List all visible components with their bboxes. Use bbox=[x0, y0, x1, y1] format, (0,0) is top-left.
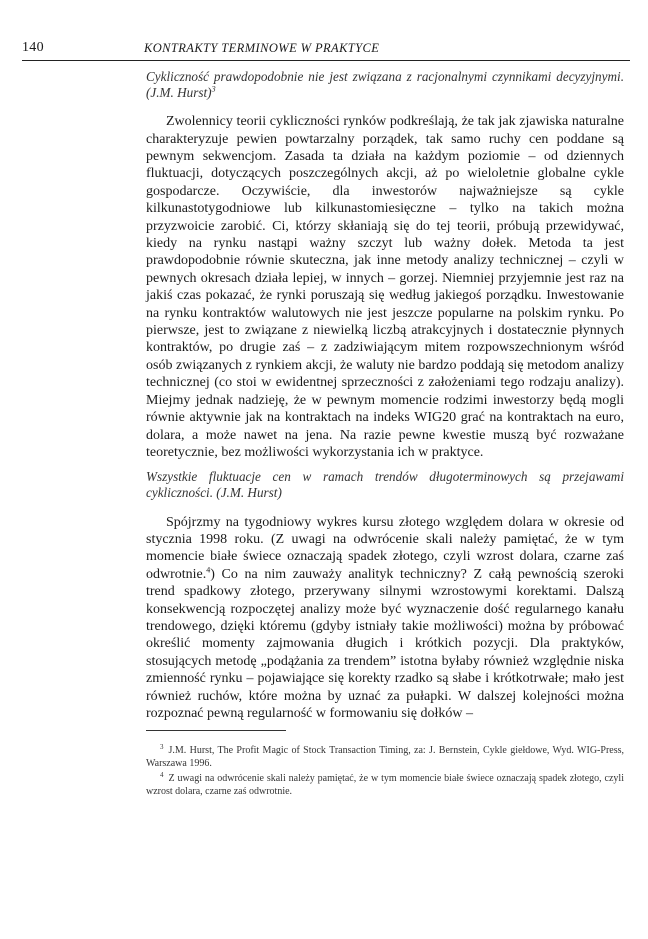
epigraph-quote-2: Wszystkie fluktuacje cen w ramach trendów długoterminowych są przejawami cykliczności. (J.M. Hurst) bbox=[146, 469, 624, 500]
page-number: 140 bbox=[22, 40, 44, 55]
running-header bbox=[22, 40, 630, 61]
paragraph-1: Zwolennicy teorii cykliczności rynków podkreślają, że tak jak zjawiska naturalne charakteryzuje pewien powtarzalny porządek, tak samo ruchy cen poddane są pewnym sekwencjom. Zasada ta działa na każdym poziomie – od dziennych fluktuacji, dotyczących poszczególnych akcji, aż po wieloletnie globalne cykle gospodarcze. Oczywiście, dla inwestorów najważniejsze są cykle kilkunastotygodniowe lub kilkunastomiesięczne – tylko na takich można przyzwoicie zarobić. Ci, którzy skłaniają się do tej teorii, próbują przewidywać, kiedy na rynku nastąpi ważny szczyt lub ważny dołek. Metoda ta jest prawdopodobnie równie skuteczna, jak inne metody analizy technicznej – czyli w pewnych okresach działa lepiej, w innych – gorzej. Niemniej przyjemnie jest raz na jakiś czas pokazać, że rynki poruszają się według jakiegoś porządku. Inwestowanie na rynku kontraktów walutowych nie jest jeszcze popularne na polskim rynku. Po pierwsze, jest to związane z niewielką liczbą atrakcyjnych i dostatecznie płynnych kontraktów, po drugie zaś – z zadziwiającym mitem rozpowszechnionym wśród osób związanych z rynkiem akcji, że waluty nie bardzo poddają się metodom analizy technicznej (co stoi w ewidentnej sprzeczności z założeniami tego rodzaju analizy). Miejmy jednak nadzieję, że w pewnym momencie rodzimi inwestorzy będą mogli równie aktywnie jak na kontraktach na indeks WIG20 grać na kontraktach na euro, dolara, a może nawet na jena. Na razie pewne kwestie muszą być rozważane teoretycznie, bez możliwości wykorzystania ich w praktyce. bbox=[146, 114, 624, 460]
footnote-ref-4: 4 bbox=[206, 565, 211, 575]
footnote-separator bbox=[146, 730, 286, 731]
footnote-4-text: Z uwagi na odwrócenie skali należy pamiętać, że w tym momencie białe świece oznaczają spadek złotego, czyli wzrost dolara, czarne zaś odwrotnie. bbox=[146, 772, 624, 797]
footnote-3 bbox=[146, 745, 624, 771]
paragraph-2 bbox=[146, 514, 624, 723]
footnotes bbox=[146, 745, 624, 798]
running-title: KONTRAKTY TERMINOWE W PRAKTYCE bbox=[144, 41, 380, 55]
footnote-4-mark: 4 bbox=[160, 770, 164, 779]
page-body bbox=[146, 69, 624, 801]
footnote-4 bbox=[146, 770, 624, 799]
epigraph-quote-1 bbox=[146, 69, 624, 100]
footnote-3-text: J.M. Hurst, The Profit Magic of Stock Transaction Timing, za: J. Bernstein, Cykle giełdowe, Wyd. WIG-Press, Warszawa 1996. bbox=[146, 745, 624, 770]
footnote-ref-3: 3 bbox=[211, 84, 216, 94]
paragraph-2-text-b: ) Co na nim zauważy analityk techniczny? Z całą pewnością szeroki trend spadkowy złotego, przerywany silnymi wzrostowymi korektami. Dalszą konsekwencją rozpoczętej analizy może być wyznaczenie dość regularnego kanału trendowego, dzięki któremu (gdyby istniały takie możliwości) można by próbować określić momenty zajmowania długich i krótkich pozycji. Dla praktyków, stosujących metodę „podążania za trendem” istotna byłaby również względnie niska zmienność rynku – pojawiające się korekty rzadko są słabe i krótkotrwałe; mało jest również ruchów, które można by uznać za pułapki. W dalszej kolejności można rozpoznać pewną regularność w formowaniu się dołków – bbox=[146, 566, 624, 721]
epigraph-1-text: Cykliczność prawdopodobnie nie jest związana z racjonalnymi czynnikami decyzyjnymi. (J.M. Hurst) bbox=[146, 69, 624, 100]
paragraph-2-text-a: Spójrzmy na tygodniowy wykres kursu złotego względem dolara w okresie od stycznia 1998 roku. (Z uwagi na odwrócenie skali należy pamiętać, że w tym momencie białe świece oznaczają spadek złotego, czyli wzrost dolara, czarne zaś odwrotnie. bbox=[146, 514, 624, 582]
footnote-3-mark: 3 bbox=[160, 743, 164, 752]
